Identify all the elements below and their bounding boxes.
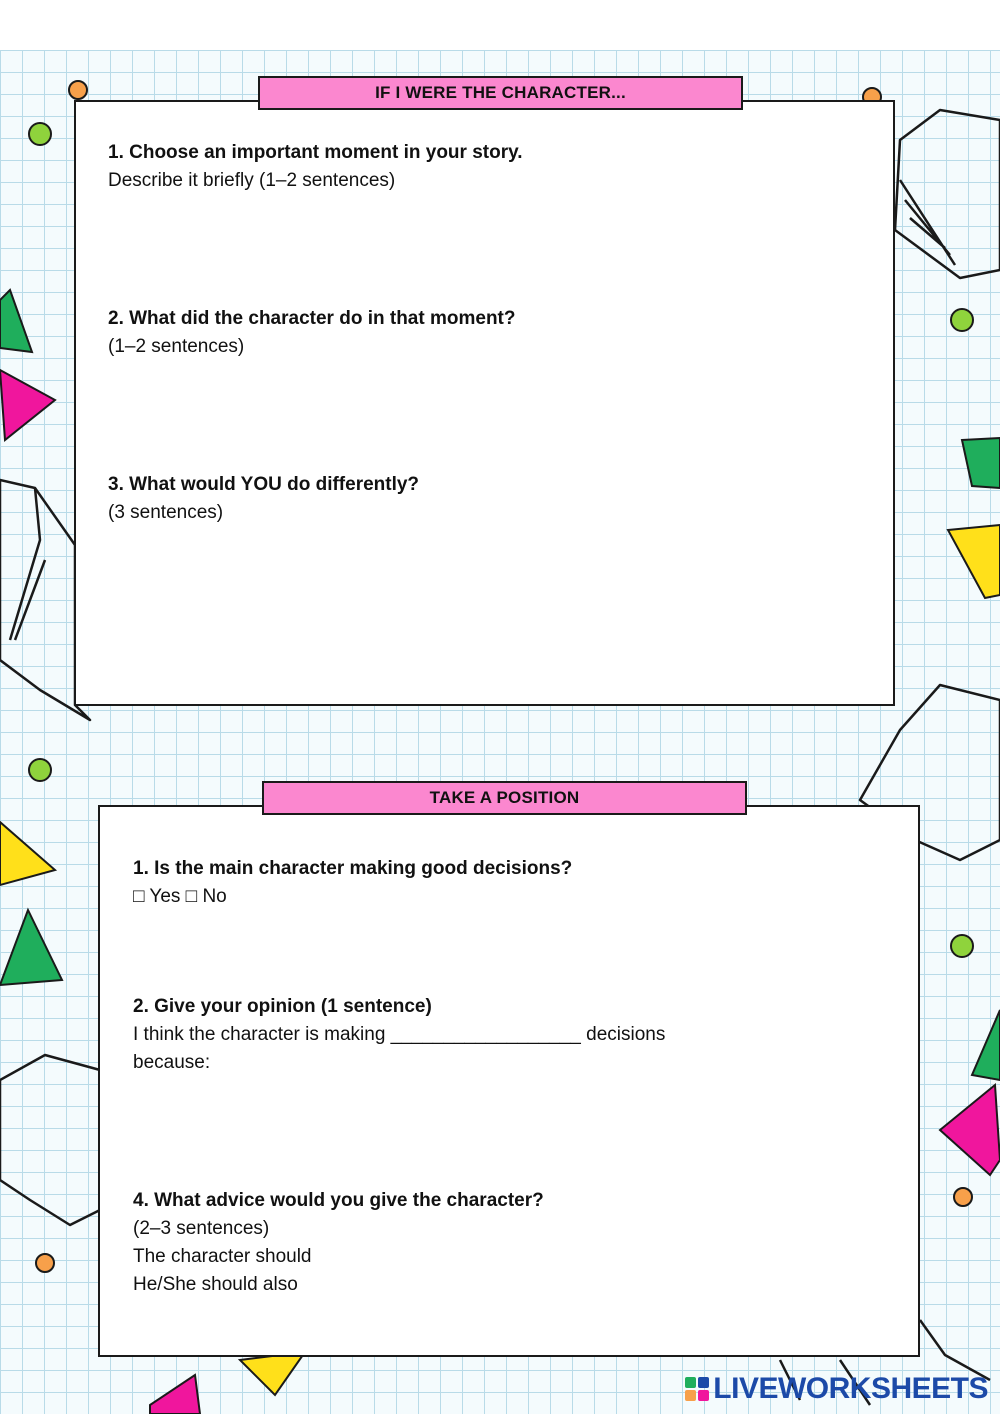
magenta-triangle bbox=[150, 1375, 200, 1414]
green-triangle bbox=[962, 438, 1000, 488]
green-triangle bbox=[0, 910, 62, 985]
question-block bbox=[108, 139, 868, 195]
magenta-triangle bbox=[940, 1085, 1000, 1175]
orange-dot bbox=[954, 1188, 972, 1206]
yellow-triangle bbox=[948, 525, 1000, 598]
question-title: 1. Is the main character making good decisions? bbox=[133, 858, 573, 879]
question-title: 3. What would YOU do differently? bbox=[108, 474, 420, 495]
sentence-starter: because: bbox=[133, 1052, 211, 1073]
logo-icon bbox=[685, 1377, 709, 1401]
sentence-starter: I think the character is making __________________ decisions bbox=[133, 1024, 666, 1045]
question-block bbox=[108, 471, 868, 527]
green-dot bbox=[29, 123, 51, 145]
question-instruction: (3 sentences) bbox=[108, 502, 224, 523]
book-spine-top-right bbox=[900, 180, 955, 265]
sentence-starter: The character should bbox=[133, 1246, 312, 1267]
section-title-tab: IF I WERE THE CHARACTER... bbox=[258, 76, 743, 110]
section-title-tab: TAKE A POSITION bbox=[262, 781, 747, 815]
green-dot bbox=[29, 759, 51, 781]
question-block bbox=[133, 1187, 893, 1299]
question-block bbox=[133, 855, 893, 911]
yellow-triangle bbox=[240, 1352, 305, 1395]
green-triangle bbox=[972, 1010, 1000, 1080]
book-outline-left-bottom bbox=[0, 1055, 100, 1225]
green-triangle bbox=[0, 290, 32, 352]
question-instruction: (2–3 sentences) bbox=[133, 1218, 270, 1239]
green-dot bbox=[951, 309, 973, 331]
orange-dot bbox=[36, 1254, 54, 1272]
question-block bbox=[108, 305, 868, 361]
orange-dot bbox=[69, 81, 87, 99]
question-instruction: (1–2 sentences) bbox=[108, 336, 245, 357]
sentence-starter: He/She should also bbox=[133, 1274, 298, 1295]
question-title: 1. Choose an important moment in your story. bbox=[108, 142, 523, 163]
question-block bbox=[133, 993, 893, 1077]
yellow-triangle bbox=[0, 822, 55, 885]
green-dot bbox=[951, 935, 973, 957]
liveworksheets-logo bbox=[685, 1372, 988, 1406]
yes-no-options[interactable]: □ Yes □ No bbox=[133, 886, 227, 907]
magenta-triangle bbox=[0, 370, 55, 440]
question-instruction: Describe it briefly (1–2 sentences) bbox=[108, 170, 396, 191]
book-spine-left bbox=[10, 488, 45, 640]
question-title: 2. Give your opinion (1 sentence) bbox=[133, 996, 432, 1017]
question-title: 2. What did the character do in that moment? bbox=[108, 308, 516, 329]
question-title: 4. What advice would you give the character? bbox=[133, 1190, 544, 1211]
brand-name: LIVEWORKSHEETS bbox=[713, 1372, 988, 1405]
